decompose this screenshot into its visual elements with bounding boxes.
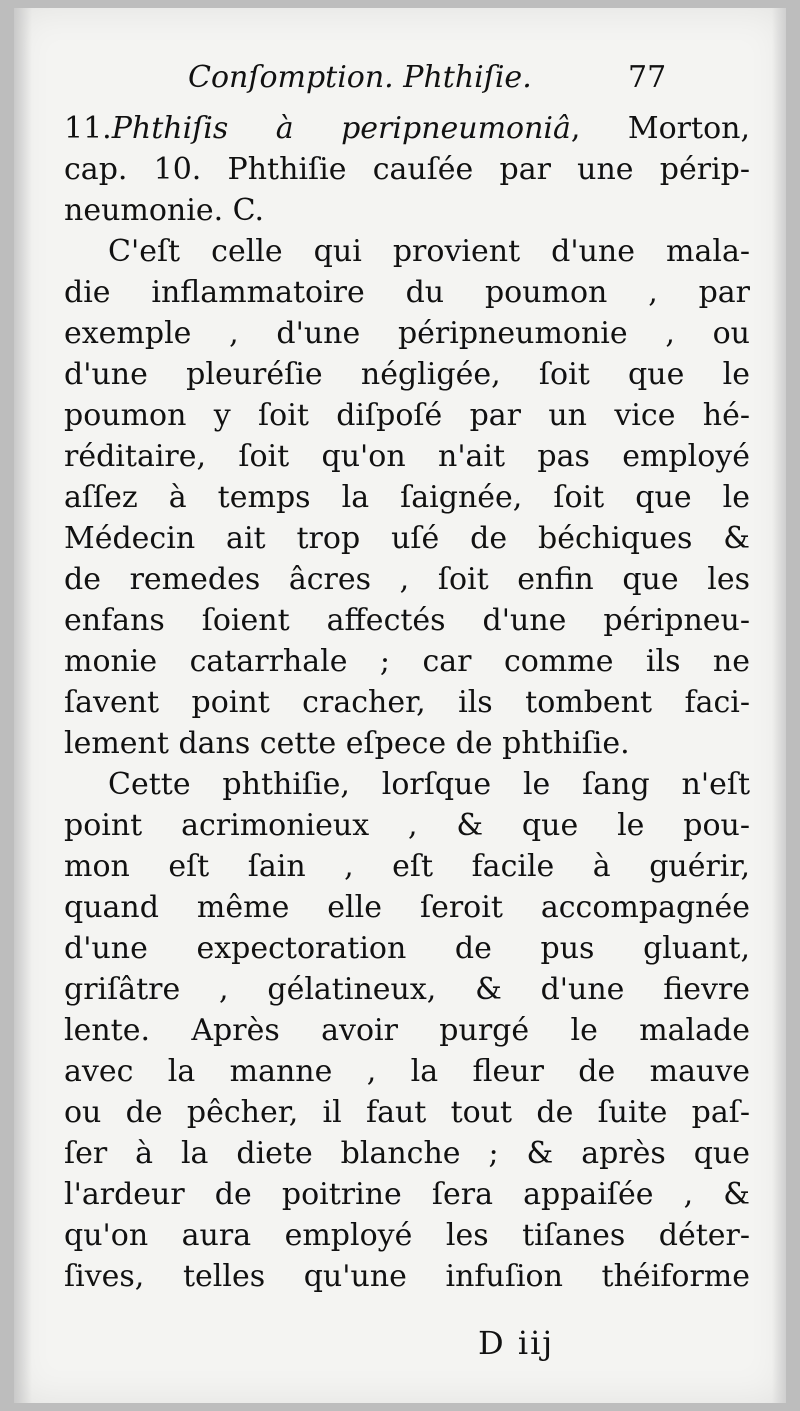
- text-line: die inflammatoire du poumon , par: [64, 275, 750, 310]
- text-line: ou de pêcher, il faut tout de ſuite paſ-: [64, 1095, 750, 1130]
- book-page: [14, 8, 786, 1403]
- latin-title: Phthiſis à peripneumoniâ: [111, 111, 571, 146]
- text-line: quand même elle ſeroit accompagnée: [64, 890, 750, 925]
- text-line: C'eſt celle qui provient d'une mala-: [108, 234, 750, 269]
- running-head: [14, 60, 786, 100]
- text-line: d'une pleuréſie négligée, ſoit que le: [64, 357, 750, 392]
- text-line: d'une expectoration de pus gluant,: [64, 931, 750, 966]
- text-line: point acrimonieux , & que le pou-: [64, 808, 750, 843]
- text-line: lement dans cette eſpece de phthiſie.: [64, 726, 630, 761]
- text-line: aſſez à temps la ſaignée, ſoit que le: [64, 480, 750, 515]
- text-line: enfans ſoient affectés d'une péripneu-: [64, 603, 750, 638]
- text-line: réditaire, ſoit qu'on n'ait pas employé: [64, 439, 750, 474]
- text-line: Cette phthiſie, lorſque le ſang n'eſt: [108, 767, 750, 802]
- text-line: de remedes âcres , ſoit enfin que les: [64, 562, 750, 597]
- text-line: lente. Après avoir purgé le malade: [64, 1013, 750, 1048]
- text-line: mon eſt ſain , eſt facile à guérir,: [64, 849, 750, 884]
- page-edge-shadow: [772, 8, 786, 1403]
- text-line: poumon y ſoit diſpoſé par un vice hé-: [64, 398, 750, 433]
- text-line: ſives, telles qu'une infuſion théiforme: [64, 1259, 750, 1294]
- text-line: cap. 10. Phthiſie cauſée par une périp-: [64, 152, 750, 187]
- text-line: exemple , d'une péripneumonie , ou: [64, 316, 750, 351]
- text-line: monie catarrhale ; car comme ils ne: [64, 644, 750, 679]
- body-text: [64, 108, 750, 1297]
- page-number: 77: [628, 60, 667, 95]
- text-line: avec la manne , la fleur de mauve: [64, 1054, 750, 1089]
- text-line: neumonie. C.: [64, 193, 265, 228]
- entry-number: 11.: [64, 111, 112, 146]
- line-rest: , Morton,: [570, 111, 750, 146]
- text-line: qu'on aura employé les tiſanes déter-: [64, 1218, 750, 1253]
- text-line: [64, 108, 750, 149]
- text-line: ſer à la diete blanche ; & après que: [64, 1136, 750, 1171]
- text-line: l'ardeur de poitrine ſera appaiſée , &: [64, 1177, 750, 1212]
- text-line: griſâtre , gélatineux, & d'une fievre: [64, 972, 750, 1007]
- page-gutter-shadow: [14, 8, 32, 1403]
- signature-mark: D iij: [478, 1324, 555, 1362]
- running-title: Conſomption. Phthiſie.: [188, 60, 532, 95]
- text-line: ſavent point cracher, ils tombent faci-: [64, 685, 750, 720]
- page-footer: [14, 1324, 786, 1368]
- text-line: Médecin ait trop uſé de béchiques &: [64, 521, 750, 556]
